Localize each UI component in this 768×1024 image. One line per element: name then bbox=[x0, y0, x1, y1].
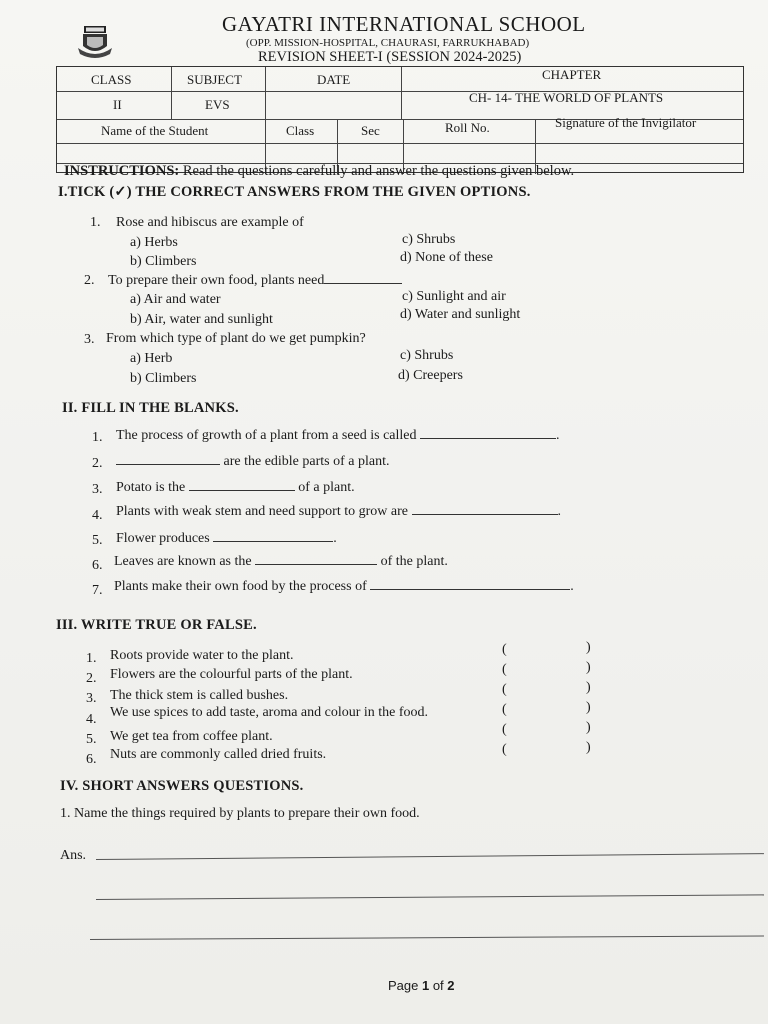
blank-1-line bbox=[420, 428, 556, 439]
school-crest-icon bbox=[74, 24, 116, 60]
answer-line-1 bbox=[96, 853, 764, 860]
blank-3-post: of a plant. bbox=[294, 480, 355, 495]
answer-line-2 bbox=[96, 894, 764, 900]
tf-4-open-paren: ( bbox=[502, 702, 507, 717]
mcq-1-option-b: b) Climbers bbox=[130, 254, 197, 269]
student-info-table bbox=[56, 66, 744, 173]
blank-2-number: 2. bbox=[92, 456, 103, 471]
student-name-header: Name of the Student bbox=[101, 123, 209, 138]
tf-6-open-paren: ( bbox=[502, 742, 507, 757]
tf-3-close-paren: ) bbox=[586, 680, 591, 695]
mcq-1-number: 1. bbox=[90, 215, 101, 230]
blank-3-line bbox=[189, 480, 295, 491]
tf-5-text: We get tea from coffee plant. bbox=[110, 729, 273, 744]
blank-5-post: . bbox=[333, 531, 337, 546]
tf-4-text: We use spices to add taste, aroma and colour in the food. bbox=[110, 705, 429, 720]
tf-1-text: Roots provide water to the plant. bbox=[110, 648, 294, 663]
tf-2-text: Flowers are the colourful parts of the plant. bbox=[110, 667, 353, 682]
tf-1-number: 1. bbox=[86, 651, 97, 666]
blank-6-number: 6. bbox=[92, 558, 103, 573]
tf-3-number: 3. bbox=[86, 691, 97, 706]
tf-2-number: 2. bbox=[86, 671, 97, 686]
invigilator-signature-header: Signature of the Invigilator bbox=[555, 115, 697, 130]
blank-2-line bbox=[116, 454, 220, 465]
mcq-3-option-a: a) Herb bbox=[130, 351, 173, 366]
blank-1-row bbox=[116, 428, 560, 444]
chapter-value: CH- 14- THE WORLD OF PLANTS bbox=[469, 90, 664, 105]
class-value: II bbox=[113, 97, 122, 112]
blank-1-post: . bbox=[556, 428, 560, 443]
blank-7-row bbox=[114, 579, 574, 595]
blank-4-pre: Plants with weak stem and need support to grow are bbox=[116, 504, 412, 519]
tf-6-text: Nuts are commonly called dried fruits. bbox=[110, 747, 327, 762]
mcq-2-option-a: a) Air and water bbox=[130, 292, 221, 307]
short-answer-question-1: 1. Name the things required by plants to prepare their own food. bbox=[60, 806, 420, 821]
page-number bbox=[388, 978, 455, 993]
page-total: 2 bbox=[447, 978, 455, 993]
tf-2-open-paren: ( bbox=[502, 662, 507, 677]
tf-2-close-paren: ) bbox=[586, 660, 591, 675]
answer-label: Ans. bbox=[60, 848, 87, 863]
answer-line-3 bbox=[90, 935, 764, 940]
mcq-2-option-d: d) Water and sunlight bbox=[400, 307, 521, 322]
mcq-2-option-c: c) Sunlight and air bbox=[402, 289, 506, 304]
class-col-header: Class bbox=[286, 123, 315, 138]
page-word: Page bbox=[388, 978, 422, 993]
instructions bbox=[64, 163, 574, 180]
tf-3-open-paren: ( bbox=[502, 682, 507, 697]
blank-5-row bbox=[116, 531, 337, 547]
school-name: GAYATRI INTERNATIONAL SCHOOL bbox=[222, 12, 586, 36]
mcq-1-text: Rose and hibiscus are example of bbox=[116, 215, 304, 230]
blank-2-row bbox=[116, 454, 389, 470]
blank-3-pre: Potato is the bbox=[116, 480, 189, 495]
blank-1-number: 1. bbox=[92, 430, 103, 445]
section-3-title: III. WRITE TRUE OR FALSE. bbox=[56, 617, 257, 633]
blank-5-line bbox=[213, 531, 333, 542]
blank-7-line bbox=[370, 579, 570, 590]
subject-value: EVS bbox=[205, 97, 230, 112]
mcq-3-option-c: c) Shrubs bbox=[400, 348, 454, 363]
blank-7-pre: Plants make their own food by the process of bbox=[114, 579, 371, 594]
blank-6-row bbox=[114, 554, 448, 570]
blank-4-post: . bbox=[557, 504, 561, 519]
mcq-3-option-b: b) Climbers bbox=[130, 371, 197, 386]
tf-5-close-paren: ) bbox=[586, 720, 591, 735]
blank-6-pre: Leaves are known as the bbox=[114, 554, 256, 569]
mcq-3-number: 3. bbox=[84, 332, 95, 347]
blank-4-number: 4. bbox=[92, 508, 103, 523]
date-header: DATE bbox=[317, 72, 351, 87]
sheet-title: REVISION SHEET-I (SESSION 2024-2025) bbox=[258, 49, 522, 65]
tf-1-open-paren: ( bbox=[502, 642, 507, 657]
blank-3-row bbox=[116, 480, 355, 496]
blank-5-number: 5. bbox=[92, 533, 103, 548]
blank-1-pre: The process of growth of a plant from a seed is called bbox=[116, 428, 421, 443]
blank-6-line bbox=[255, 554, 377, 565]
of-word: of bbox=[429, 978, 448, 993]
blank-5-pre: Flower produces bbox=[116, 531, 214, 546]
mcq-2-option-b: b) Air, water and sunlight bbox=[130, 312, 273, 327]
tf-5-number: 5. bbox=[86, 732, 97, 747]
instructions-label: INSTRUCTIONS: bbox=[64, 163, 180, 179]
mcq-2-number: 2. bbox=[84, 273, 95, 288]
class-header: CLASS bbox=[91, 72, 132, 87]
mcq-3-text: From which type of plant do we get pumpkin? bbox=[106, 331, 366, 346]
subject-header: SUBJECT bbox=[187, 72, 242, 87]
blank-4-line bbox=[412, 504, 558, 515]
mcq-2-text-row bbox=[108, 273, 402, 289]
tf-6-number: 6. bbox=[86, 752, 97, 767]
tf-4-number: 4. bbox=[86, 712, 97, 727]
mcq-1-option-d: d) None of these bbox=[400, 250, 493, 265]
blank-4-row bbox=[116, 504, 561, 520]
section-4-title: IV. SHORT ANSWERS QUESTIONS. bbox=[60, 778, 304, 794]
chapter-header: CHAPTER bbox=[542, 67, 602, 82]
school-address: (OPP. MISSION-HOSPITAL, CHAURASI, FARRUKHABAD) bbox=[246, 37, 530, 49]
section-2-title: II. FILL IN THE BLANKS. bbox=[62, 400, 239, 416]
tf-6-close-paren: ) bbox=[586, 740, 591, 755]
mcq-1-option-a: a) Herbs bbox=[130, 235, 178, 250]
tf-1-close-paren: ) bbox=[586, 640, 591, 655]
blank-3-number: 3. bbox=[92, 482, 103, 497]
mcq-3-option-d: d) Creepers bbox=[398, 368, 463, 383]
blank-6-post: of the plant. bbox=[377, 554, 448, 569]
tf-3-text: The thick stem is called bushes. bbox=[110, 688, 289, 703]
page-current: 1 bbox=[421, 978, 430, 993]
mcq-2-blank bbox=[324, 273, 402, 284]
mcq-2-text: To prepare their own food, plants need bbox=[108, 273, 325, 288]
instructions-text: Read the questions carefully and answer the questions given below. bbox=[179, 163, 575, 179]
roll-no-header: Roll No. bbox=[445, 120, 490, 135]
sec-header: Sec bbox=[361, 123, 380, 138]
tf-5-open-paren: ( bbox=[502, 722, 507, 737]
mcq-1-option-c: c) Shrubs bbox=[402, 232, 456, 247]
blank-2-post: are the edible parts of a plant. bbox=[220, 454, 390, 469]
blank-7-post: . bbox=[570, 579, 574, 594]
tf-4-close-paren: ) bbox=[586, 700, 591, 715]
blank-7-number: 7. bbox=[92, 583, 103, 598]
section-1-title: I.TICK (✓) THE CORRECT ANSWERS FROM THE GIVEN OPTIONS. bbox=[58, 184, 531, 200]
